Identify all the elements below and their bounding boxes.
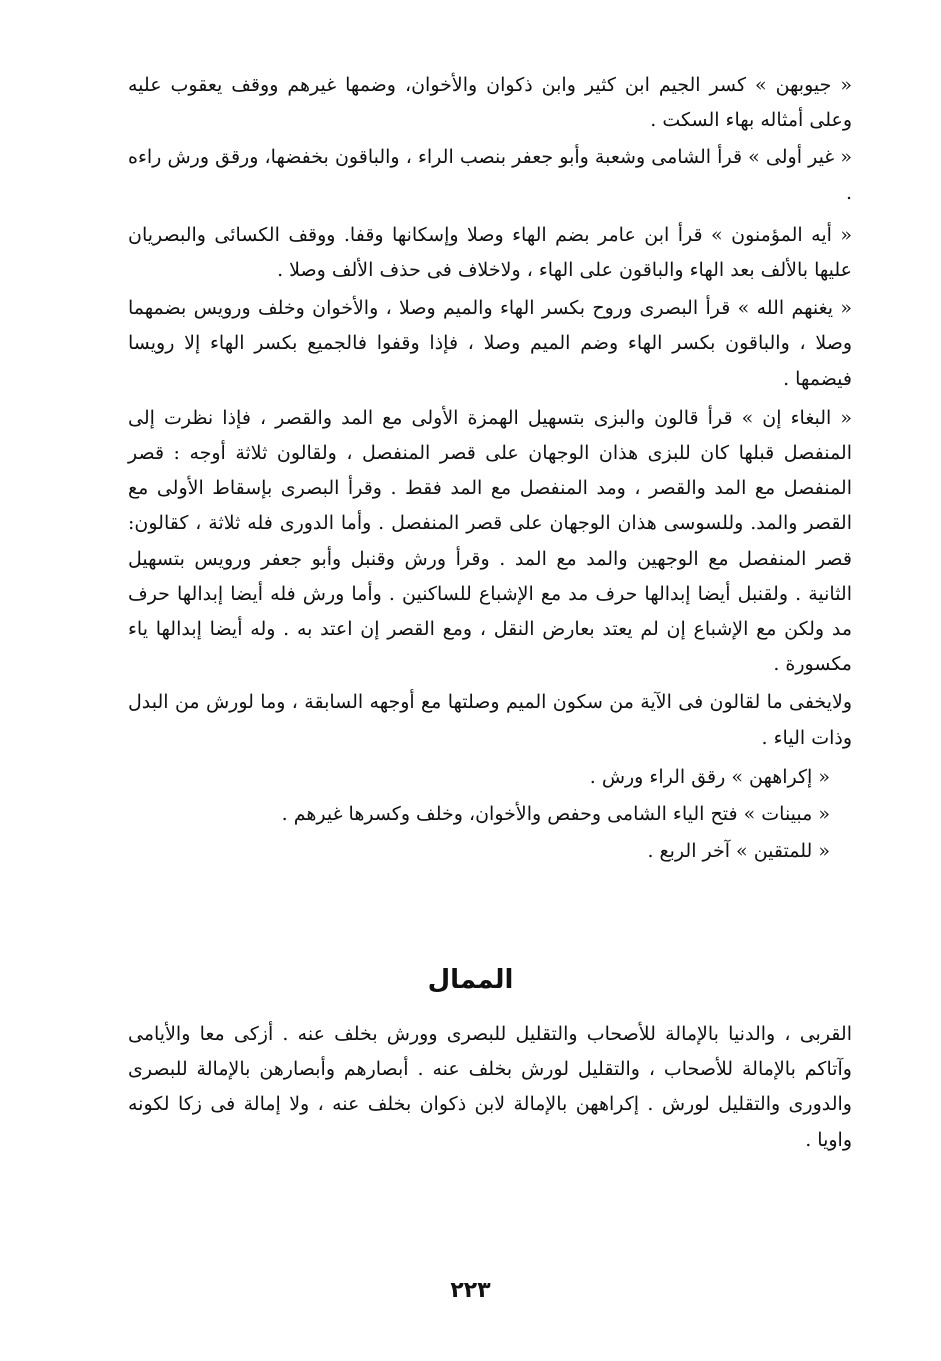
list-item-ikrahihinna: « إكراههن » رقق الراء ورش . [589,765,830,788]
paragraph-ayyuha-al-muminun: « أيه المؤمنون » قرأ ابن عامر بضم الهاء وصلا وإسكانها وقفا. ووقف الكسائى والبصريان عليها بالألف بعد الهاء والباقون على الهاء ، ولاخلاف فى حذف الألف وصلا . [128,223,852,282]
paragraph-imala: القربى ، والدنيا بالإمالة للأصحاب والتقليل للبصرى وورش بخلف عنه . أزكى معا والأيامى وآتاكم بالإمالة للأصحاب ، والتقليل لورش بخلف عنه . أبصارهم وأبصارهن بالإمالة للبصرى والدورى والتقليل لورش . إكراههن بالإمالة لابن ذكوان بخلف عنه ، ولا إمالة فى زكا لكونه واويا . [128,1023,852,1151]
list-item-lil-muttaqin: « للمتقين » آخر الربع . [647,840,830,863]
paragraph-al-bigha-in: « البغاء إن » قرأ قالون والبزى بتسهيل الهمزة الأولى مع المد والقصر ، فإذا نظرت إلى المنفصل قبلها كان للبزى هذان الوجهان على قصر المنفصل ، ولقالون ثلاثة أوجه : قصر المنفصل مع المد والقصر ، ومد المنفصل مع المد فقط . وقرأ البصرى بإسقاط الأولى مع القصر والمد. وللسوسى هذان الوجهان على قصر المنفصل . وأما الدورى فله ثلاثة ، كقالون: قصر المنفصل مع الوجهين والمد مع المد . وقرأ ورش وقنبل وأبو جعفر ورويس بتسهيل الثانية . ولقنبل أيضا إبدالها حرف مد مع الإشباع للساكنين . وأما ورش فله أيضا إبدالها حرف مد ولكن مع الإشباع إن لم يعتد بعارض النقل ، ومع القصر إن اعتد به . وله أيضا إبدالها ياء مكسورة . [128,406,852,676]
list-item-mubayyinat: « مبينات » فتح الياء الشامى وحفص والأخوان، وخلف وكسرها غيرهم . [281,803,830,826]
paragraph-yughnihimu-allah: « يغنهم الله » قرأ البصرى وروح بكسر الهاء والميم وصلا ، والأخوان وخلف ورويس بضمهما وصلا ، والباقون بكسر الهاء وضم الميم وصلا ، فإذا وقفوا فالجميع بكسر الهاء إلا رويسا فيضمها . [128,297,852,390]
section-heading: الممال [427,965,514,995]
word-list [128,760,852,870]
paragraph-qalun-note: ولايخفى ما لقالون فى الآية من سكون الميم وصلتها مع أوجهه السابقة ، وما لورش من البدل وذات الياء . [128,691,852,749]
paragraph-ghayri-uli: « غير أولى » قرأ الشامى وشعبة وأبو جعفر بنصب الراء ، والباقون بخفضها، ورقق ورش راءه . [128,146,852,204]
imala-text-block [128,1017,852,1158]
page-number: ٢٢٣ [450,1278,491,1303]
main-text-block [128,68,852,869]
paragraph-juyubihinna: « جيوبهن » كسر الجيم ابن كثير وابن ذكوان والأخوان، وضمها غيرهم ووقف يعقوب عليه وعلى أمثاله بهاء السكت . [128,74,852,132]
